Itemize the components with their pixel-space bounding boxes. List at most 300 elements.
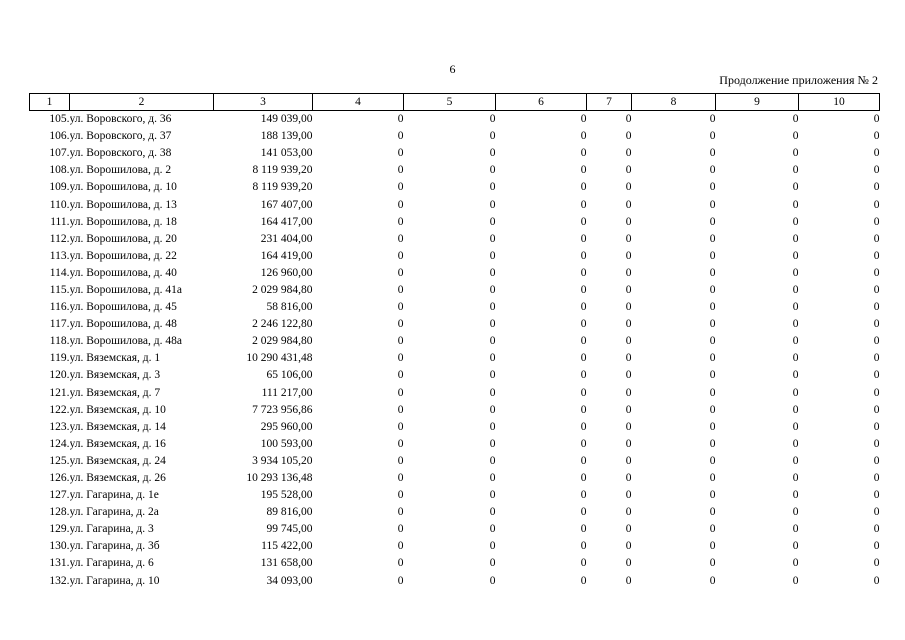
value-cell: 0 — [489, 335, 496, 348]
table-row — [30, 521, 880, 538]
address-cell: ул. Вяземская, д. 7 — [69, 386, 161, 399]
value-cell: 0 — [709, 301, 716, 314]
value-cell: 0 — [792, 113, 799, 126]
value-cell: 0 — [580, 557, 587, 570]
column-header: 3 — [214, 94, 313, 111]
value-cell: 0 — [580, 523, 587, 536]
value-cell: 0 — [625, 283, 632, 296]
value-cell: 0 — [625, 181, 632, 194]
value-cell: 0 — [709, 147, 716, 160]
value-cell: 0 — [792, 489, 799, 502]
amount-cell: 7 723 956,86 — [252, 403, 313, 416]
address-cell: ул. Ворошилова, д. 10 — [69, 181, 177, 194]
value-cell: 0 — [625, 420, 632, 433]
value-cell: 0 — [873, 352, 880, 365]
value-cell: 0 — [709, 437, 716, 450]
value-cell: 0 — [625, 437, 632, 450]
value-cell: 0 — [489, 489, 496, 502]
value-cell: 0 — [625, 113, 632, 126]
value-cell: 0 — [580, 454, 587, 467]
value-cell: 0 — [792, 301, 799, 314]
value-cell: 0 — [625, 574, 632, 587]
value-cell: 0 — [397, 506, 404, 519]
table-row — [30, 367, 880, 384]
amount-cell: 149 039,00 — [260, 113, 313, 126]
value-cell: 0 — [792, 335, 799, 348]
table-row — [30, 316, 880, 333]
value-cell: 0 — [397, 266, 404, 279]
value-cell: 0 — [709, 557, 716, 570]
value-cell: 0 — [397, 472, 404, 485]
value-cell: 0 — [792, 215, 799, 228]
value-cell: 0 — [873, 369, 880, 382]
value-cell: 0 — [489, 318, 496, 331]
value-cell: 0 — [397, 437, 404, 450]
value-cell: 0 — [709, 249, 716, 262]
row-number: 116. — [49, 301, 70, 314]
value-cell: 0 — [580, 215, 587, 228]
value-cell: 0 — [625, 557, 632, 570]
amount-cell: 141 053,00 — [260, 147, 313, 160]
value-cell: 0 — [873, 574, 880, 587]
value-cell: 0 — [489, 283, 496, 296]
value-cell: 0 — [873, 147, 880, 160]
value-cell: 0 — [397, 489, 404, 502]
value-cell: 0 — [709, 352, 716, 365]
address-cell: ул. Ворошилова, д. 40 — [69, 266, 177, 279]
value-cell: 0 — [709, 454, 716, 467]
amount-cell: 65 106,00 — [266, 369, 313, 382]
amount-cell: 2 246 122,80 — [252, 318, 313, 331]
value-cell: 0 — [625, 369, 632, 382]
amount-cell: 111 217,00 — [261, 386, 313, 399]
row-number: 114. — [49, 266, 70, 279]
value-cell: 0 — [625, 198, 632, 211]
value-cell: 0 — [397, 130, 404, 143]
address-cell: ул. Вяземская, д. 26 — [69, 472, 166, 485]
row-number: 108. — [49, 164, 70, 177]
value-cell: 0 — [792, 147, 799, 160]
row-number: 118. — [49, 335, 70, 348]
value-cell: 0 — [397, 574, 404, 587]
value-cell: 0 — [873, 301, 880, 314]
value-cell: 0 — [709, 318, 716, 331]
amount-cell: 8 119 939,20 — [252, 164, 313, 177]
value-cell: 0 — [397, 164, 404, 177]
amount-cell: 89 816,00 — [266, 506, 313, 519]
table-row — [30, 214, 880, 231]
table-row — [30, 179, 880, 196]
value-cell: 0 — [873, 318, 880, 331]
value-cell: 0 — [709, 369, 716, 382]
table-body — [30, 111, 880, 590]
value-cell: 0 — [792, 540, 799, 553]
amount-cell: 10 290 431,48 — [246, 352, 313, 365]
value-cell: 0 — [489, 506, 496, 519]
value-cell: 0 — [580, 335, 587, 348]
value-cell: 0 — [709, 540, 716, 553]
value-cell: 0 — [873, 164, 880, 177]
table-row — [30, 128, 880, 145]
row-number: 126. — [49, 472, 70, 485]
value-cell: 0 — [709, 266, 716, 279]
value-cell: 0 — [625, 403, 632, 416]
value-cell: 0 — [873, 283, 880, 296]
value-cell: 0 — [792, 454, 799, 467]
table-row — [30, 196, 880, 213]
value-cell: 0 — [625, 386, 632, 399]
row-number: 124. — [49, 437, 70, 450]
address-cell: ул. Ворошилова, д. 48 — [69, 318, 177, 331]
appendix-table — [29, 93, 880, 590]
value-cell: 0 — [625, 266, 632, 279]
value-cell: 0 — [397, 232, 404, 245]
value-cell: 0 — [873, 420, 880, 433]
value-cell: 0 — [397, 557, 404, 570]
value-cell: 0 — [489, 164, 496, 177]
value-cell: 0 — [489, 574, 496, 587]
value-cell: 0 — [873, 523, 880, 536]
value-cell: 0 — [489, 147, 496, 160]
value-cell: 0 — [489, 369, 496, 382]
value-cell: 0 — [397, 283, 404, 296]
table-row — [30, 436, 880, 453]
address-cell: ул. Вяземская, д. 3 — [69, 369, 161, 382]
value-cell: 0 — [489, 472, 496, 485]
row-number: 122. — [49, 403, 70, 416]
row-number: 110. — [49, 198, 70, 211]
value-cell: 0 — [709, 232, 716, 245]
value-cell: 0 — [873, 386, 880, 399]
value-cell: 0 — [397, 403, 404, 416]
value-cell: 0 — [625, 147, 632, 160]
value-cell: 0 — [873, 472, 880, 485]
value-cell: 0 — [580, 540, 587, 553]
address-cell: ул. Ворошилова, д. 20 — [69, 232, 177, 245]
amount-cell: 188 139,00 — [260, 130, 313, 143]
value-cell: 0 — [709, 164, 716, 177]
address-cell: ул. Гагарина, д. 1е — [69, 489, 159, 502]
table-row — [30, 538, 880, 555]
value-cell: 0 — [873, 489, 880, 502]
address-cell: ул. Гагарина, д. 3 — [69, 523, 154, 536]
value-cell: 0 — [580, 489, 587, 502]
table-row — [30, 111, 880, 129]
value-cell: 0 — [580, 369, 587, 382]
value-cell: 0 — [792, 557, 799, 570]
value-cell: 0 — [709, 181, 716, 194]
value-cell: 0 — [625, 318, 632, 331]
amount-cell: 131 658,00 — [260, 557, 313, 570]
value-cell: 0 — [489, 437, 496, 450]
value-cell: 0 — [873, 113, 880, 126]
address-cell: ул. Вяземская, д. 14 — [69, 420, 166, 433]
value-cell: 0 — [489, 249, 496, 262]
value-cell: 0 — [489, 301, 496, 314]
value-cell: 0 — [489, 352, 496, 365]
value-cell: 0 — [580, 283, 587, 296]
value-cell: 0 — [873, 437, 880, 450]
address-cell: ул. Гагарина, д. 10 — [69, 574, 160, 587]
value-cell: 0 — [709, 215, 716, 228]
value-cell: 0 — [580, 232, 587, 245]
value-cell: 0 — [489, 181, 496, 194]
value-cell: 0 — [580, 147, 587, 160]
value-cell: 0 — [625, 352, 632, 365]
value-cell: 0 — [580, 352, 587, 365]
value-cell: 0 — [709, 523, 716, 536]
row-number: 119. — [49, 352, 70, 365]
value-cell: 0 — [625, 232, 632, 245]
table-row — [30, 385, 880, 402]
value-cell: 0 — [873, 215, 880, 228]
value-cell: 0 — [489, 232, 496, 245]
table-row — [30, 333, 880, 350]
value-cell: 0 — [397, 369, 404, 382]
value-cell: 0 — [792, 352, 799, 365]
value-cell: 0 — [709, 130, 716, 143]
value-cell: 0 — [792, 472, 799, 485]
value-cell: 0 — [873, 403, 880, 416]
value-cell: 0 — [709, 283, 716, 296]
table-row — [30, 573, 880, 590]
value-cell: 0 — [580, 164, 587, 177]
value-cell: 0 — [792, 386, 799, 399]
amount-cell: 10 293 136,48 — [246, 472, 313, 485]
value-cell: 0 — [873, 249, 880, 262]
value-cell: 0 — [873, 266, 880, 279]
column-header: 4 — [313, 94, 404, 111]
value-cell: 0 — [397, 181, 404, 194]
row-number: 105. — [49, 113, 70, 126]
value-cell: 0 — [625, 301, 632, 314]
value-cell: 0 — [873, 540, 880, 553]
value-cell: 0 — [580, 420, 587, 433]
value-cell: 0 — [625, 506, 632, 519]
value-cell: 0 — [873, 130, 880, 143]
row-number: 123. — [49, 420, 70, 433]
value-cell: 0 — [397, 386, 404, 399]
address-cell: ул. Вяземская, д. 1 — [69, 352, 161, 365]
value-cell: 0 — [792, 437, 799, 450]
amount-cell: 99 745,00 — [266, 523, 313, 536]
value-cell: 0 — [580, 130, 587, 143]
table-row — [30, 162, 880, 179]
value-cell: 0 — [489, 113, 496, 126]
value-cell: 0 — [792, 369, 799, 382]
table-row — [30, 231, 880, 248]
value-cell: 0 — [709, 386, 716, 399]
value-cell: 0 — [625, 489, 632, 502]
address-cell: ул. Вяземская, д. 24 — [69, 454, 166, 467]
value-cell: 0 — [397, 147, 404, 160]
value-cell: 0 — [709, 420, 716, 433]
table-row — [30, 145, 880, 162]
row-number: 109. — [49, 181, 70, 194]
value-cell: 0 — [625, 335, 632, 348]
value-cell: 0 — [397, 198, 404, 211]
value-cell: 0 — [489, 198, 496, 211]
column-header: 6 — [496, 94, 587, 111]
column-header: 2 — [70, 94, 214, 111]
value-cell: 0 — [489, 557, 496, 570]
row-number: 107. — [49, 147, 70, 160]
amount-cell: 2 029 984,80 — [252, 283, 313, 296]
amount-cell: 100 593,00 — [260, 437, 313, 450]
value-cell: 0 — [792, 318, 799, 331]
value-cell: 0 — [709, 472, 716, 485]
value-cell: 0 — [625, 454, 632, 467]
column-header: 5 — [404, 94, 496, 111]
amount-cell: 3 934 105,20 — [252, 454, 313, 467]
amount-cell: 2 029 984,80 — [252, 335, 313, 348]
value-cell: 0 — [873, 557, 880, 570]
amount-cell: 8 119 939,20 — [252, 181, 313, 194]
value-cell: 0 — [397, 420, 404, 433]
value-cell: 0 — [489, 130, 496, 143]
amount-cell: 167 407,00 — [260, 198, 313, 211]
address-cell: ул. Ворошилова, д. 13 — [69, 198, 177, 211]
amount-cell: 115 422,00 — [261, 540, 313, 553]
value-cell: 0 — [580, 301, 587, 314]
value-cell: 0 — [792, 283, 799, 296]
value-cell: 0 — [709, 113, 716, 126]
value-cell: 0 — [625, 215, 632, 228]
value-cell: 0 — [397, 523, 404, 536]
value-cell: 0 — [625, 472, 632, 485]
column-header: 1 — [30, 94, 70, 111]
value-cell: 0 — [397, 113, 404, 126]
value-cell: 0 — [792, 164, 799, 177]
amount-cell: 295 960,00 — [260, 420, 313, 433]
value-cell: 0 — [489, 454, 496, 467]
value-cell: 0 — [709, 198, 716, 211]
value-cell: 0 — [625, 130, 632, 143]
value-cell: 0 — [625, 249, 632, 262]
row-number: 113. — [49, 249, 70, 262]
value-cell: 0 — [792, 181, 799, 194]
table-row — [30, 248, 880, 265]
value-cell: 0 — [580, 506, 587, 519]
row-number: 115. — [49, 283, 70, 296]
address-cell: ул. Ворошилова, д. 45 — [69, 301, 177, 314]
row-number: 132. — [49, 574, 70, 587]
row-number: 106. — [49, 130, 70, 143]
address-cell: ул. Гагарина, д. 2а — [69, 506, 159, 519]
column-header: 10 — [799, 94, 880, 111]
value-cell: 0 — [792, 523, 799, 536]
address-cell: ул. Воровского, д. 37 — [69, 130, 172, 143]
table-row — [30, 402, 880, 419]
address-cell: ул. Ворошилова, д. 22 — [69, 249, 177, 262]
value-cell: 0 — [792, 403, 799, 416]
column-header: 7 — [587, 94, 632, 111]
column-number-header — [30, 94, 880, 111]
value-cell: 0 — [873, 198, 880, 211]
column-header: 8 — [632, 94, 716, 111]
value-cell: 0 — [397, 301, 404, 314]
value-cell: 0 — [709, 489, 716, 502]
value-cell: 0 — [397, 215, 404, 228]
column-header: 9 — [716, 94, 799, 111]
value-cell: 0 — [873, 506, 880, 519]
amount-cell: 126 960,00 — [260, 266, 313, 279]
table-row — [30, 555, 880, 572]
value-cell: 0 — [792, 198, 799, 211]
value-cell: 0 — [792, 130, 799, 143]
value-cell: 0 — [792, 506, 799, 519]
address-cell: ул. Вяземская, д. 10 — [69, 403, 166, 416]
value-cell: 0 — [397, 352, 404, 365]
value-cell: 0 — [792, 420, 799, 433]
value-cell: 0 — [625, 523, 632, 536]
table-row — [30, 419, 880, 436]
row-number: 128. — [49, 506, 70, 519]
address-cell: ул. Ворошилова, д. 2 — [69, 164, 172, 177]
address-cell: ул. Гагарина, д. 6 — [69, 557, 154, 570]
page-number: 6 — [449, 62, 456, 76]
row-number: 125. — [49, 454, 70, 467]
amount-cell: 195 528,00 — [260, 489, 313, 502]
value-cell: 0 — [873, 335, 880, 348]
value-cell: 0 — [709, 335, 716, 348]
address-cell: ул. Ворошилова, д. 18 — [69, 215, 177, 228]
address-cell: ул. Гагарина, д. 3б — [69, 540, 160, 553]
amount-cell: 231 404,00 — [260, 232, 313, 245]
value-cell: 0 — [397, 249, 404, 262]
value-cell: 0 — [580, 181, 587, 194]
amount-cell: 34 093,00 — [266, 574, 313, 587]
value-cell: 0 — [625, 540, 632, 553]
table-row — [30, 487, 880, 504]
value-cell: 0 — [709, 506, 716, 519]
value-cell: 0 — [489, 420, 496, 433]
continuation-title: Продолжение приложения № 2 — [719, 73, 878, 87]
address-cell: ул. Ворошилова, д. 41а — [69, 283, 182, 296]
value-cell: 0 — [873, 454, 880, 467]
value-cell: 0 — [397, 540, 404, 553]
value-cell: 0 — [580, 386, 587, 399]
value-cell: 0 — [397, 335, 404, 348]
address-cell: ул. Вяземская, д. 16 — [69, 437, 166, 450]
value-cell: 0 — [489, 403, 496, 416]
value-cell: 0 — [580, 472, 587, 485]
table-row — [30, 350, 880, 367]
value-cell: 0 — [397, 454, 404, 467]
row-number: 111. — [50, 215, 70, 228]
value-cell: 0 — [709, 403, 716, 416]
value-cell: 0 — [580, 113, 587, 126]
value-cell: 0 — [489, 266, 496, 279]
table-row — [30, 504, 880, 521]
table-row — [30, 265, 880, 282]
value-cell: 0 — [873, 181, 880, 194]
value-cell: 0 — [873, 232, 880, 245]
value-cell: 0 — [580, 249, 587, 262]
value-cell: 0 — [625, 164, 632, 177]
value-cell: 0 — [489, 523, 496, 536]
value-cell: 0 — [580, 266, 587, 279]
value-cell: 0 — [580, 403, 587, 416]
value-cell: 0 — [580, 437, 587, 450]
value-cell: 0 — [580, 198, 587, 211]
row-number: 130. — [49, 540, 70, 553]
address-cell: ул. Ворошилова, д. 48а — [69, 335, 182, 348]
row-number: 129. — [49, 523, 70, 536]
value-cell: 0 — [489, 215, 496, 228]
amount-cell: 164 417,00 — [260, 215, 313, 228]
row-number: 120. — [49, 369, 70, 382]
